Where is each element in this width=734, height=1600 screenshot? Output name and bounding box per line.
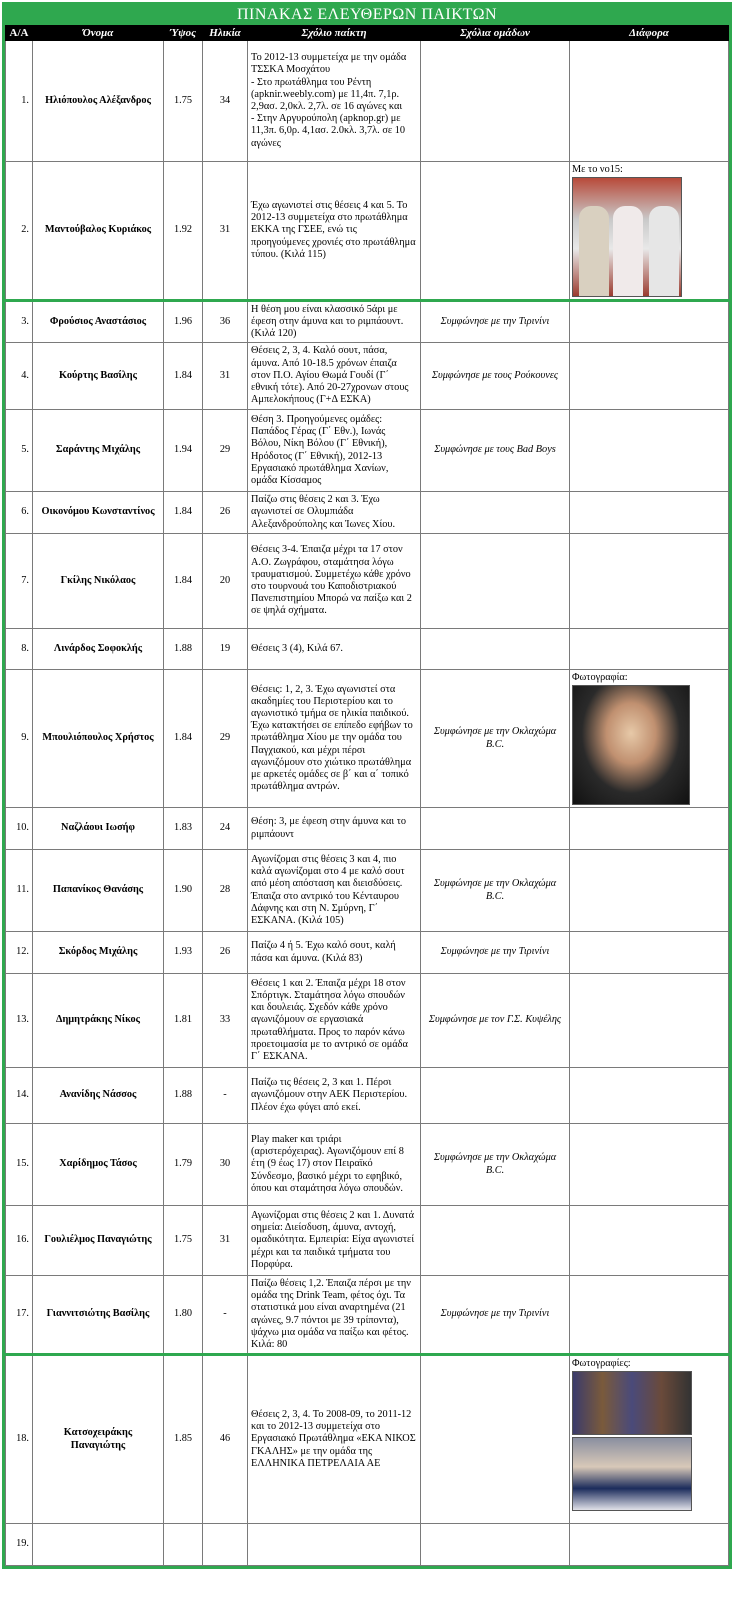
cell-team-comment [421,1206,570,1276]
table-row [6,410,729,492]
cell-name-text: Μαντούβαλος Κυριάκος [44,224,152,236]
cell-player-comment-text: Η θέση μου είναι κλασσικό 5άρι με έφεση στην άμυνα και το ριμπάουντ. (Κιλά 120) [251,303,404,340]
cell-height [164,1276,203,1355]
cell-team-comment [421,932,570,974]
cell-team-comment [421,1524,570,1566]
cell-team-comment-text: Συμφώνησε με την Τιρινίνι [440,1308,550,1320]
cell-age [203,410,248,492]
cell-age [203,343,248,410]
cell-name-text: Σκόρδος Μιχάλης [58,946,138,958]
cell-height [164,1068,203,1124]
cell-player-comment-text: Θέσεις: 1, 2, 3. Έχω αγωνιστεί στα ακαδημίες του Περιστερίου και το αγωνιστικό τμήμα σε ηλικία παιδικού. Έχω κατακτήσει σε επίπεδο εφήβων το πρωτάθλημα Χίου με την ομάδα του Παγχιακού, και μέχρι πέρσι αγωνιζόμουν στο χιώτικο πρωτάθλημα με αρκετές ομάδες σε β΄ και α΄ τοπικό πρωτάθλημα αντρών. [251,683,413,793]
cell-name [33,301,164,343]
cell-name-text: Γιαννιτσιώτης Βασίλης [46,1308,150,1320]
cell-index-text: 5. [21,444,29,456]
cell-name-text: Ανανίδης Νάσσος [59,1089,137,1101]
cell-player-comment [248,808,421,850]
cell-height [164,1524,203,1566]
cell-height-text: 1.84 [173,574,193,586]
cell-name [33,670,164,808]
cell-height [164,410,203,492]
cell-age [203,1206,248,1276]
cell-index [6,343,33,410]
cell-name-text: Οικονόμου Κωνσταντίνος [41,506,155,518]
header-row [6,26,729,41]
cell-name-text: Κατσοχειράκης Παναγιώτης [63,1427,133,1451]
cell-team-comment-text: Συμφώνησε με την Οκλαχώμα B.C. [433,726,557,750]
cell-team-comment [421,410,570,492]
cell-height-text: 1.88 [173,642,193,654]
cell-player-comment-text: Παίζω θέσεις 1,2. Έπαιζα πέρσι με την ομάδα της Drink Team, φέτος όχι. Τα στατιστικά μου είναι αναρτημένα (21 αγώνες, 9.7 πόντοι με 39 τρίποντα), ψάχνω μια ομάδα να παίξω και φέτος. Κιλά: 80 [251,1277,411,1350]
cell-index-text: 16. [16,1234,29,1246]
cell-height [164,492,203,534]
cell-age [203,974,248,1068]
cell-name-text: Λινάρδος Σοφοκλής [53,642,143,654]
cell-index [6,850,33,932]
cell-height [164,343,203,410]
cell-index-text: 18. [16,1433,29,1445]
cell-height [164,974,203,1068]
cell-age-text: 19 [219,642,231,654]
cell-height-text: 1.84 [173,732,193,744]
cell-height [164,670,203,808]
team-photo [572,1437,692,1511]
cell-name-text: Δημητράκης Νίκος [55,1014,140,1026]
cell-index [6,629,33,670]
cell-player-comment-text: Αγωνίζομαι στις θέσεις 3 και 4, πιο καλά αγωνίζομαι στο 4 με καλό σουτ από μέση απόσταση και διεισδύσεις. Έπαιζα στο αντρικό του Κένταυρου Δάφνης και στη Ν. Σμύρνη, Γ΄ ΕΣΚΑΝΑ. (Κιλά 105) [251,853,405,926]
game-photo [572,1371,692,1435]
cell-player-comment [248,1524,421,1566]
cell-index [6,1276,33,1355]
cell-team-comment [421,1068,570,1124]
cell-name [33,974,164,1068]
cell-age [203,1276,248,1355]
cell-player-comment [248,1124,421,1206]
cell-index [6,1524,33,1566]
cell-age-text: - [223,1308,227,1320]
cell-index-text: 2. [21,224,29,236]
cell-misc [570,534,729,629]
cell-age [203,670,248,808]
cell-height-text: 1.75 [173,1234,193,1246]
cell-misc [570,1206,729,1276]
header-name: Όνομα [33,26,164,41]
cell-player-comment-text: Θέσεις 2, 3, 4. Το 2008-09, το 2011-12 και το 2012-13 συμμετείχα στο Εργασιακό Πρωτάθλημα «ΕΚΑ ΝΙΚΟΣ ΓΚΑΛΗΣ» με την ομάδα της ΕΛΛΗΝΙΚΑ ΠΕΤΡΕΛΑΙΑ ΑΕ [251,1408,416,1469]
cell-age-text: 30 [219,1158,231,1170]
cell-name [33,410,164,492]
table-row [6,343,729,410]
cell-player-comment [248,1068,421,1124]
cell-team-comment [421,850,570,932]
player-figure [579,206,609,296]
cell-team-comment [421,629,570,670]
cell-age-text: 31 [219,1234,231,1246]
cell-player-comment-text: Play maker και τριάρι (αριστερόχειρας). Αγωνιζόμουν επί 8 έτη (9 έως 17) στον Πειραϊκό Σύνδεσμο, βασικό μέχρι το εφηβικό, όπου και σταμάτησα λόγω σπουδών. [251,1133,404,1194]
cell-name [33,1355,164,1524]
cell-age [203,534,248,629]
cell-height-text: 1.90 [173,884,193,896]
cell-misc [570,850,729,932]
cell-player-comment-text: Θέσεις 3-4. Έπαιζα μέχρι τα 17 στον Α.Ο. Ζωγράφου, σταμάτησα λόγω τραυματισμού. Συμμετέχω κάθε χρόνο στο τουρνουά του Καποδιστριακού Πανεπιστημίου Μπορώ να παίξω και 2 σε ψηλά σχήματα. [251,544,412,617]
player-figure [613,206,643,296]
cell-index [6,1068,33,1124]
cell-index-text: 8. [21,642,29,654]
cell-height-text: 1.88 [173,1089,193,1101]
cell-name-text: Μπουλιόπουλος Χρήστος [42,732,154,744]
table-row [6,629,729,670]
cell-name [33,629,164,670]
table-row [6,1276,729,1355]
cell-index-text: 15. [16,1158,29,1170]
cell-height [164,41,203,162]
cell-age-text: 28 [219,884,231,896]
cell-name [33,850,164,932]
cell-team-comment-text: Συμφώνησε με την Τιρινίνι [440,315,550,327]
cell-height-text: 1.80 [173,1308,193,1320]
cell-name [33,534,164,629]
cell-height-text: 1.84 [173,506,193,518]
cell-team-comment [421,534,570,629]
cell-age-text: 26 [219,946,231,958]
cell-name [33,1276,164,1355]
cell-player-comment-text: Θέσεις 1 και 2. Έπαιζα μέχρι 18 στον Σπόρτιγκ. Σταμάτησα λόγω σπουδών και δουλειάς. Σχεδόν κάθε χρόνο αγωνιζόμουν σε εργασιακά πρωταθλήματα. Προς το παρόν κάνω προετοιμασία με το αντρικό σε ομάδα Γ΄ ΕΣΚΑΝΑ. [251,977,408,1062]
cell-age [203,1068,248,1124]
cell-height [164,808,203,850]
cell-index-text: 6. [21,506,29,518]
cell-height-text: 1.92 [173,224,193,236]
cell-age-text: 31 [219,369,231,381]
cell-age [203,41,248,162]
cell-age-text: 31 [219,224,231,236]
cell-height [164,1355,203,1524]
table-row [6,932,729,974]
photo-caption: Φωτογραφίες: [572,1358,631,1369]
cell-misc [570,492,729,534]
table-row [6,1355,729,1524]
cell-name-text: Παπανίκος Θανάσης [52,884,144,896]
cell-age [203,1355,248,1524]
cell-misc [570,162,729,301]
cell-height [164,1206,203,1276]
cell-height-text: 1.83 [173,822,193,834]
cell-player-comment-text: Παίζω τις θέσεις 2, 3 και 1. Πέρσι αγωνιζόμουν στην ΑΕΚ Περιστερίου. Πλέον έχω φύγει από εκεί. [251,1077,408,1113]
table-row [6,41,729,162]
cell-height-text: 1.85 [173,1433,193,1445]
cell-team-comment-text: Συμφώνησε με την Τιρινίνι [440,946,550,958]
cell-player-comment [248,410,421,492]
cell-name-text: Γουλιέλμος Παναγιώτης [44,1234,152,1246]
cell-index-text: 19. [16,1538,29,1550]
cell-player-comment [248,41,421,162]
header-team-comments: Σχόλια ομάδων [421,26,570,41]
cell-age [203,808,248,850]
cell-height-text: 1.93 [173,946,193,958]
cell-player-comment [248,932,421,974]
cell-player-comment-text: Θέση: 3, με έφεση στην άμυνα και το ριμπάουντ [251,816,407,840]
cell-misc [570,932,729,974]
players-table-container [2,2,732,1569]
cell-age [203,850,248,932]
cell-misc [570,1276,729,1355]
cell-misc [570,974,729,1068]
cell-index [6,670,33,808]
header-player-comment: Σχόλιο παίκτη [248,26,421,41]
cell-age-text: 20 [219,574,231,586]
cell-name [33,932,164,974]
team-photo [572,177,682,297]
cell-index [6,301,33,343]
cell-height [164,850,203,932]
cell-name [33,41,164,162]
cell-age [203,492,248,534]
cell-team-comment [421,492,570,534]
cell-age-text: 24 [219,822,231,834]
photo-caption: Φωτογραφία: [572,672,628,683]
cell-index-text: 11. [16,884,29,896]
cell-player-comment-text: Θέσεις 2, 3, 4. Καλό σουτ, πάσα, άμυνα. Από 10-18.5 χρόνων έπαιζα στον Π.Ο. Αγίου Θωμά Γουδί (Γ΄ εθνική τότε). Από 20-27χρονων στους Αμπελοκήπους (Γ+Δ ΕΣΚΑ) [251,345,409,406]
cell-player-comment [248,534,421,629]
cell-misc [570,41,729,162]
cell-misc [570,343,729,410]
cell-age-text: 36 [219,315,231,327]
cell-player-comment [248,850,421,932]
table-title: ΠΙΝΑΚΑΣ ΕΛΕΥΘΕΡΩΝ ΠΑΙΚΤΩΝ [5,5,729,25]
photo-caption: Με το νο15: [572,164,623,175]
cell-name [33,1068,164,1124]
cell-age [203,1524,248,1566]
cell-height-text: 1.75 [173,94,193,106]
cell-player-comment [248,1276,421,1355]
cell-team-comment-text: Συμφώνησε με τους Ρούκουνες [431,369,559,381]
cell-height [164,162,203,301]
cell-index [6,932,33,974]
cell-age [203,1124,248,1206]
cell-index [6,974,33,1068]
cell-player-comment [248,162,421,301]
cell-index [6,162,33,301]
cell-name-text: Ναζλάουι Ιωσήφ [61,822,135,834]
cell-age [203,932,248,974]
cell-index [6,1355,33,1524]
cell-height-text: 1.84 [173,369,193,381]
table-row [6,492,729,534]
cell-team-comment-text: Συμφώνησε με την Οκλαχώμα B.C. [433,1152,557,1176]
cell-name [33,343,164,410]
cell-age [203,162,248,301]
cell-player-comment [248,492,421,534]
cell-team-comment [421,1124,570,1206]
table-row [6,301,729,343]
table-row [6,670,729,808]
table-row [6,1068,729,1124]
cell-team-comment [421,162,570,301]
cell-player-comment [248,301,421,343]
cell-team-comment [421,41,570,162]
cell-name-text: Γκίλης Νικόλαος [60,574,136,586]
player-photo [572,685,690,805]
cell-misc [570,1124,729,1206]
cell-index [6,41,33,162]
header-age: Ηλικία [203,26,248,41]
cell-age-text: 34 [219,94,231,106]
cell-misc [570,1355,729,1524]
cell-team-comment [421,1276,570,1355]
header-height: Ύψος [164,26,203,41]
free-players-table [5,25,729,1566]
cell-team-comment [421,808,570,850]
table-row [6,1124,729,1206]
table-row [6,974,729,1068]
cell-name [33,808,164,850]
cell-team-comment-text: Συμφώνησε με τους Bad Boys [434,444,556,456]
cell-height [164,1124,203,1206]
cell-index-text: 7. [21,574,29,586]
cell-index-text: 3. [21,315,29,327]
cell-height [164,534,203,629]
cell-name [33,492,164,534]
cell-height [164,932,203,974]
cell-index [6,492,33,534]
cell-name [33,162,164,301]
cell-player-comment [248,1355,421,1524]
header-misc: Διάφορα [570,26,729,41]
cell-name [33,1206,164,1276]
cell-height-text: 1.81 [173,1014,193,1026]
cell-player-comment-text: Παίζω στις θέσεις 2 και 3. Έχω αγωνιστεί σε Ολυμπιάδα Αλεξανδρούπολης και Ίωνες Χίου. [251,494,396,530]
cell-age [203,301,248,343]
cell-player-comment-text: Παίζω 4 ή 5. Έχω καλό σουτ, καλή πάσα και άμυνα. (Κιλά 83) [251,940,396,964]
cell-player-comment [248,670,421,808]
cell-player-comment [248,629,421,670]
cell-team-comment [421,301,570,343]
cell-misc [570,301,729,343]
cell-team-comment [421,974,570,1068]
cell-age-text: 29 [219,444,231,456]
cell-misc [570,629,729,670]
cell-index-text: 9. [21,732,29,744]
cell-misc [570,410,729,492]
cell-height-text: 1.96 [173,315,193,327]
cell-player-comment-text: Θέσεις 3 (4), Κιλά 67. [251,642,343,654]
table-row [6,534,729,629]
cell-index-text: 12. [16,946,29,958]
table-row [6,808,729,850]
cell-index-text: 13. [16,1014,29,1026]
cell-player-comment-text: Αγωνίζομαι στις θέσεις 2 και 1. Δυνατά σημεία: Διείσδυση, άμυνα, αντοχή, ομαδικότητα. Εμπειρία: Είχα αγωνιστεί μέχρι και τα παιδικά τμήματα του Πορφύρα. [251,1209,415,1270]
cell-misc [570,808,729,850]
cell-player-comment [248,343,421,410]
cell-misc [570,1068,729,1124]
cell-age-text: 29 [219,732,231,744]
cell-age-text: 33 [219,1014,231,1026]
cell-age-text: 46 [219,1433,231,1445]
cell-name-text: Σαράντης Μιχάλης [55,444,141,456]
header-index: Α/Α [6,26,33,41]
cell-team-comment-text: Συμφώνησε με την Οκλαχώμα B.C. [433,878,557,902]
cell-age-text: - [223,1089,227,1101]
cell-index-text: 17. [16,1308,29,1320]
cell-name-text: Φρούσιος Αναστάσιος [49,315,147,327]
cell-misc [570,1524,729,1566]
cell-name [33,1124,164,1206]
cell-misc [570,670,729,808]
cell-age [203,629,248,670]
cell-player-comment-text: Έχω αγωνιστεί στις θέσεις 4 και 5. Το 2012-13 συμμετείχα στο πρωτάθλημα ΕΚΚΑ της ΓΣΕΕ, ενώ τις προηγούμενες χρονιές στο πρωτάθλημα τύπου. (Κιλά 115) [251,199,416,260]
cell-index-text: 10. [16,822,29,834]
cell-age-text: 26 [219,506,231,518]
cell-index-text: 1. [21,94,29,106]
cell-name [33,1524,164,1566]
cell-index-text: 14. [16,1089,29,1101]
cell-team-comment [421,670,570,808]
cell-height-text: 1.94 [173,444,193,456]
table-row [6,850,729,932]
cell-player-comment-text: Θέση 3. Προηγούμενες ομάδες: Παπάδος Γέρας (Γ΄ Εθν.), Ιωνάς Βόλου, Νίκη Βόλου (Γ΄ Εθνική), Ηρόδοτος (Γ΄ Εθνική), 2012-13 Εργασιακό πρωτάθλημα Χανίων, ομάδα Κίσσαμος [251,413,389,486]
table-row [6,1206,729,1276]
player-figure [649,206,679,296]
cell-team-comment-text: Συμφώνησε με τον Γ.Σ. Κυψέλης [428,1014,562,1026]
cell-index [6,808,33,850]
cell-index [6,1124,33,1206]
cell-player-comment [248,974,421,1068]
cell-index-text: 4. [21,369,29,381]
cell-index [6,534,33,629]
cell-team-comment [421,343,570,410]
cell-name-text: Ηλιόπουλος Αλέξανδρος [45,94,151,106]
cell-team-comment [421,1355,570,1524]
cell-height-text: 1.79 [173,1158,193,1170]
cell-index [6,410,33,492]
cell-player-comment [248,1206,421,1276]
cell-name-text: Χαρίδημος Τάσος [59,1158,137,1170]
cell-height [164,301,203,343]
cell-player-comment-text: Το 2012-13 συμμετείχα με την ομάδα ΤΣΣΚΑ Μοσχάτου - Στο πρωτάθλημα του Ρέντη (apknir.weebly.com) με 11,4π. 7,1ρ. 2,9ασ. 2,0κλ. 2,7λ. σε 16 αγώνες και - Στην Αργυρούπολη (apknop.gr) με 11,3π. 6,0ρ. 4,1ασ. 2.0κλ. 3,7λ. σε 10 αγώνες [251,52,407,149]
table-row [6,162,729,301]
cell-height [164,629,203,670]
cell-index [6,1206,33,1276]
cell-name-text: Κούρτης Βασίλης [59,369,137,381]
table-row [6,1524,729,1566]
